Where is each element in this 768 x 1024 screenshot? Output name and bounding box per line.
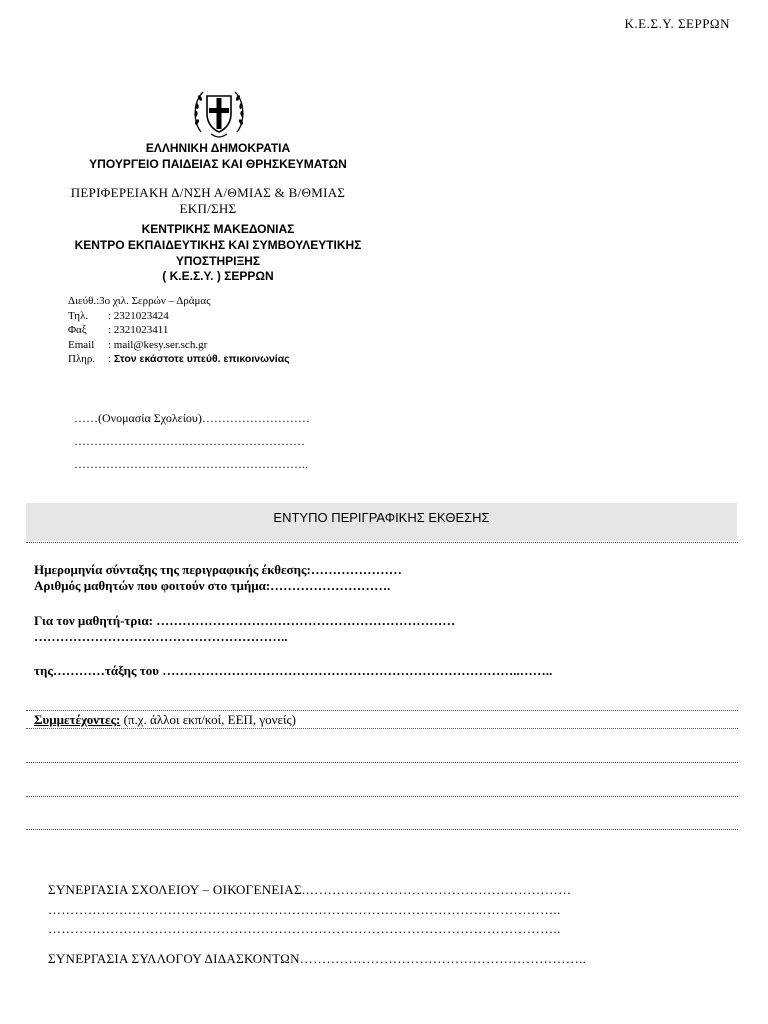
class-field[interactable]: της…………τάξης του ………………………………………………………………………..…….. — [34, 663, 553, 678]
fax-row — [68, 323, 290, 338]
center-title-line-2: ΥΠΟΣΤΗΡΙΞΗΣ — [175, 254, 261, 268]
teachers-association-cooperation-field[interactable]: ΣΥΝΕΡΓΑΣΙΑ ΣΥΛΛΟΓΟΥ ΔΙΔΑΣΚΟΝΤΩΝ……………………………………………………….. — [48, 951, 587, 966]
email-label: Email — [68, 338, 95, 351]
school-family-cooperation-field[interactable]: ΣΥΝΕΡΓΑΣΙΑ ΣΧΟΛΕΙΟΥ – ΟΙΚΟΓΕΝΕΙΑΣ.…………………………………………………… — [48, 882, 572, 897]
form-title-band — [26, 503, 737, 541]
participants-line-2[interactable] — [26, 762, 738, 763]
address-text: Διεύθ.:3ο χιλ. Σερρών – Δράμας — [68, 295, 211, 307]
school-family-line-2[interactable]: …………………………………………………………………………………………………….. — [48, 902, 561, 917]
header-office-label: Κ.Ε.Σ.Υ. ΣΕΡΡΩΝ — [624, 16, 730, 31]
participants-line-3[interactable] — [26, 796, 738, 797]
phone-row — [68, 309, 290, 324]
student-name-field[interactable]: Για τον μαθητή-τρια: …………………………………………………………… — [34, 613, 456, 628]
participants-line-1[interactable] — [26, 728, 738, 729]
directorate-line-1: ΠΕΡΙΦΕΡΕΙΑΚΗ Δ/ΝΣΗ Α/ΘΜΙΑΣ & Β/ΘΜΙΑΣ — [70, 185, 346, 200]
recipient-school-line-1: ……(Ονομασία Σχολείου)……………………… — [74, 411, 310, 425]
recipient-school-line-2: ……………………….………………………… — [74, 434, 305, 448]
center-title-line-1: ΚΕΝΤΡΟ ΕΚΠΑΙΔΕΥΤΙΚΗΣ ΚΑΙ ΣΥΜΒΟΥΛΕΥΤΙΚΗΣ — [74, 238, 362, 252]
republic-title: ΕΛΛΗΝΙΚΗ ΔΗΜΟΚΡΑΤΙΑ — [145, 141, 291, 155]
email-row — [68, 338, 290, 353]
address-row — [68, 294, 290, 309]
form-title: ΕΝΤΥΠΟ ΠΕΡΙΓΡΑΦΙΚΗΣ ΕΚΘΕΣΗΣ — [273, 510, 490, 525]
fax-label: Φαξ — [68, 324, 87, 336]
student-count-field[interactable]: Αριθμός μαθητών που φοιτούν στο τμήμα:………………………. — [34, 578, 391, 593]
region-title: ΚΕΝΤΡΙΚΗΣ ΜΑΚΕΔΟΝΙΑΣ — [141, 222, 295, 236]
email-value: : mail@kesy.ser.sch.gr — [108, 338, 208, 351]
participants-hint: (π.χ. άλλοι εκπ/κοί, ΕΕΠ, γονείς) — [120, 712, 296, 727]
center-title-line-3: ( Κ.Ε.Σ.Υ. ) ΣΕΡΡΩΝ — [162, 269, 274, 283]
divider-line — [26, 710, 738, 711]
recipient-school-line-3: ………………………………………………….. — [74, 457, 308, 471]
report-date-field[interactable]: Ημερομηνία σύνταξης της περιγραφικής έκθεσης:………………… — [34, 562, 402, 577]
contact-details — [68, 294, 290, 367]
school-family-line-3[interactable]: …………………………………………………………………………………………………….. — [48, 921, 561, 936]
ministry-title: ΥΠΟΥΡΓΕΙΟ ΠΑΙΔΕΙΑΣ ΚΑΙ ΘΡΗΣΚΕΥΜΑΤΩΝ — [89, 157, 347, 171]
coat-of-arms-emblem — [191, 84, 247, 140]
fax-value: : 2321023411 — [108, 324, 169, 336]
participants-row[interactable] — [34, 712, 296, 728]
participants-label: Συμμετέχοντες: — [34, 712, 121, 727]
participants-line-4[interactable] — [26, 829, 738, 830]
info-value: Στον εκάστοτε υπεύθ. επικοινωνίας — [113, 353, 290, 365]
info-row — [68, 352, 290, 367]
phone-value: : 2321023424 — [108, 309, 169, 322]
info-label: Πληρ. — [68, 353, 96, 365]
directorate-line-2: ΕΚΠ/ΣΗΣ — [179, 201, 237, 216]
student-name-continuation[interactable]: ………………………………………………….. — [34, 629, 288, 644]
info-separator: : — [108, 353, 114, 365]
phone-label: Τηλ. — [68, 309, 89, 322]
title-underline — [26, 542, 738, 543]
